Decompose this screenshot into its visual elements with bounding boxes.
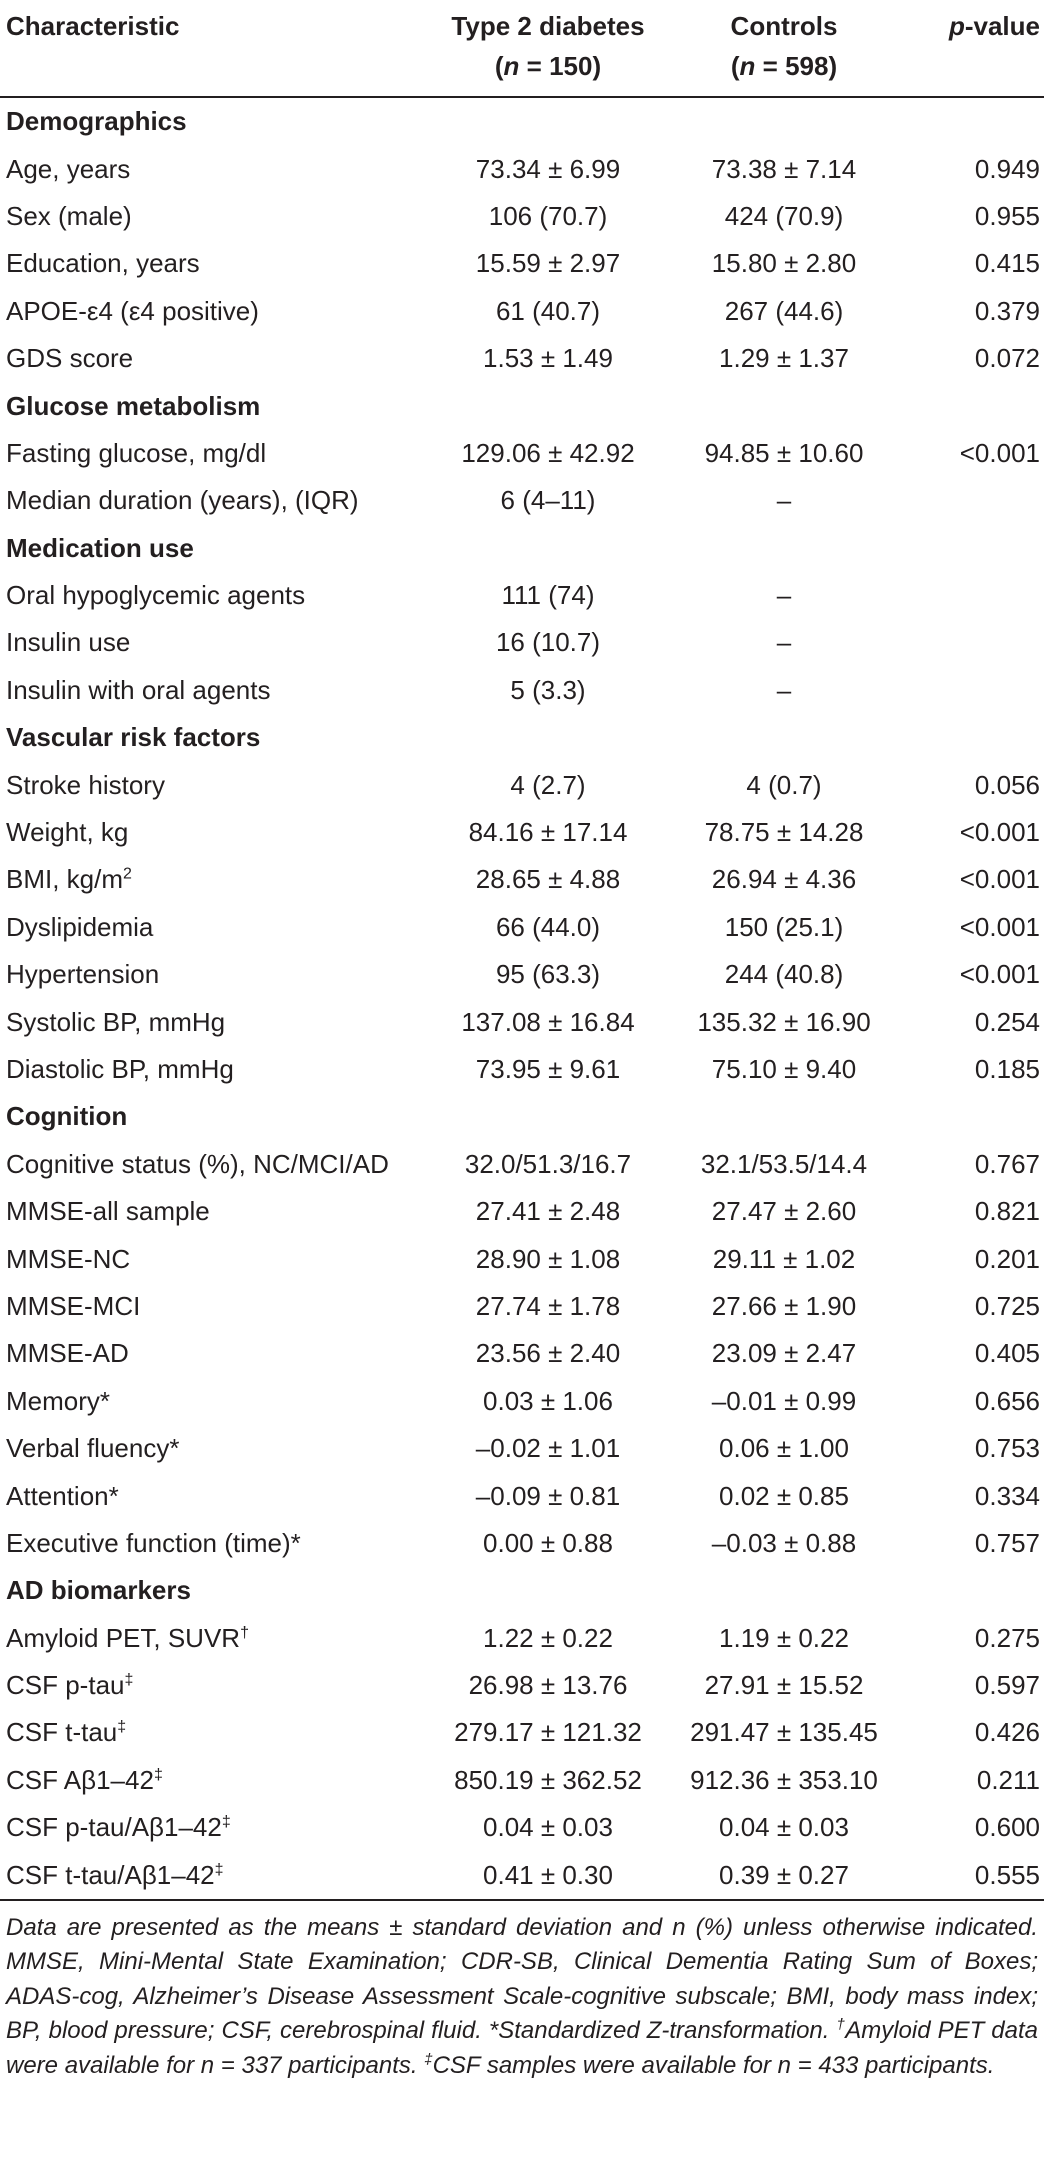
row-label-text: Stroke history <box>6 769 165 800</box>
row-label <box>0 477 430 524</box>
cell-controls: – <box>776 627 792 658</box>
row-label <box>0 619 430 666</box>
table-row <box>0 1804 1044 1851</box>
footnote-double-dagger: ‡ <box>424 2050 433 2068</box>
cell-type2-diabetes: 15.59 ± 2.97 <box>475 248 621 279</box>
table-row <box>0 1378 1044 1425</box>
cell-pvalue: 0.600 <box>974 1812 1040 1843</box>
table-row <box>0 477 1044 524</box>
table-row <box>0 1472 1044 1519</box>
row-label-text: Oral hypoglycemic agents <box>6 580 306 611</box>
row-label-text: CSF t-tau <box>6 1717 118 1748</box>
cell-controls: – <box>776 485 792 516</box>
cell-type2-diabetes: 26.98 ± 13.76 <box>468 1670 628 1701</box>
cell-type2-diabetes: 27.74 ± 1.78 <box>475 1290 621 1321</box>
row-label-text: CSF t-tau/Aβ1–42 <box>6 1859 215 1890</box>
row-label <box>0 1046 430 1093</box>
cell-pvalue: 0.597 <box>974 1670 1040 1701</box>
cell-type2-diabetes: 27.41 ± 2.48 <box>475 1196 621 1227</box>
section-row <box>0 525 1044 572</box>
cell-pvalue: 0.254 <box>974 1006 1040 1037</box>
header-characteristic: Characteristic <box>6 11 180 41</box>
cell-type2-diabetes: 84.16 ± 17.14 <box>468 817 628 848</box>
cell-pvalue: 0.072 <box>974 343 1040 374</box>
n-count: = 150) <box>519 51 602 81</box>
table-row <box>0 1235 1044 1282</box>
cell-pvalue: 0.185 <box>974 1054 1040 1084</box>
section-row <box>0 97 1044 145</box>
row-label <box>0 761 430 808</box>
row-label <box>0 856 430 903</box>
n-variable: n <box>739 51 756 81</box>
cell-controls: –0.01 ± 0.99 <box>711 1385 857 1416</box>
cell-type2-diabetes: 279.17 ± 121.32 <box>454 1717 642 1748</box>
cell-pvalue: 0.555 <box>902 1851 1044 1899</box>
cell-pvalue: 0.426 <box>974 1717 1040 1748</box>
cell-type2-diabetes: 28.90 ± 1.08 <box>475 1243 621 1274</box>
row-label-superscript: ‡ <box>124 1671 134 1689</box>
cell-pvalue: 0.379 <box>974 295 1040 326</box>
table-row <box>0 1330 1044 1377</box>
cell-controls: –0.03 ± 0.88 <box>711 1527 857 1558</box>
cell-controls: 4 (0.7) <box>746 769 822 800</box>
header-row <box>0 0 1044 97</box>
row-label <box>0 904 430 951</box>
row-label-text: Sex (male) <box>6 200 132 231</box>
table-row <box>0 240 1044 287</box>
row-label <box>0 1804 430 1851</box>
cell-controls: 27.66 ± 1.90 <box>711 1290 857 1321</box>
row-label <box>0 998 430 1045</box>
cell-type2-diabetes: 0.00 ± 0.88 <box>483 1527 613 1558</box>
cell-type2-diabetes: 32.0/51.3/16.7 <box>464 1148 632 1179</box>
table-body <box>0 97 1044 1900</box>
table-row <box>0 335 1044 382</box>
row-label <box>0 1709 430 1756</box>
table-row <box>0 856 1044 903</box>
section-heading: Glucose metabolism <box>6 390 261 421</box>
cell-pvalue: 0.821 <box>974 1196 1040 1227</box>
section-heading: Demographics <box>6 106 187 137</box>
row-label-text: Systolic BP, mmHg <box>6 1006 226 1037</box>
row-label-text: MMSE-MCI <box>6 1290 141 1321</box>
table-row <box>0 430 1044 477</box>
row-label-text: CSF Aβ1–42 <box>6 1764 154 1795</box>
cell-pvalue: 0.767 <box>974 1148 1040 1179</box>
cell-type2-diabetes: 73.34 ± 6.99 <box>475 153 621 184</box>
n-variable: n <box>503 51 520 81</box>
section-row <box>0 714 1044 761</box>
row-label-text: Weight, kg <box>6 817 129 848</box>
section-row <box>0 382 1044 429</box>
cell-pvalue: <0.001 <box>959 911 1040 942</box>
paren-open: ( <box>730 51 740 81</box>
row-label <box>0 1851 430 1899</box>
row-label-text: Memory* <box>6 1385 111 1416</box>
row-label <box>0 1662 430 1709</box>
row-label-superscript: ‡ <box>117 1718 127 1736</box>
table-row <box>0 1188 1044 1235</box>
row-label <box>0 1757 430 1804</box>
cell-type2-diabetes: 66 (44.0) <box>495 911 601 942</box>
header-controls-name: Controls <box>730 11 838 41</box>
table-row <box>0 1851 1044 1899</box>
header-type2-diabetes <box>430 0 666 97</box>
table-row <box>0 809 1044 856</box>
cell-pvalue: 0.753 <box>974 1433 1040 1464</box>
cell-type2-diabetes: 5 (3.3) <box>510 674 586 705</box>
section-heading: Vascular risk factors <box>6 722 261 753</box>
cell-pvalue: 0.275 <box>974 1622 1040 1653</box>
header-pvalue <box>902 0 1044 97</box>
table-header <box>0 0 1044 97</box>
cell-pvalue <box>902 572 1044 619</box>
row-label-text: Hypertension <box>6 959 160 990</box>
row-label-superscript: † <box>240 1624 249 1642</box>
cell-controls: – <box>776 580 792 611</box>
row-label-text: APOE-ε4 (ε4 positive) <box>6 295 259 326</box>
paren-open: ( <box>494 51 504 81</box>
cell-controls: 27.91 ± 15.52 <box>704 1670 864 1701</box>
cell-pvalue: 0.656 <box>974 1385 1040 1416</box>
row-label-text: MMSE-AD <box>6 1338 129 1369</box>
row-label <box>0 809 430 856</box>
row-label-text: Amyloid PET, SUVR <box>6 1622 241 1653</box>
cell-type2-diabetes: 61 (40.7) <box>495 295 601 326</box>
cell-type2-diabetes: 95 (63.3) <box>495 959 601 990</box>
footnote-dagger: † <box>836 2016 846 2034</box>
cell-pvalue: 0.405 <box>974 1338 1040 1369</box>
table-row <box>0 1615 1044 1662</box>
header-type2-diabetes-name: Type 2 diabetes <box>451 11 645 41</box>
row-label-text: Education, years <box>6 248 200 279</box>
cell-type2-diabetes: 6 (4–11) <box>500 485 596 516</box>
cell-type2-diabetes: 0.03 ± 1.06 <box>483 1385 613 1416</box>
cell-type2-diabetes: 16 (10.7) <box>495 627 601 658</box>
cell-controls: – <box>776 674 792 705</box>
cell-controls: 1.19 ± 0.22 <box>719 1622 849 1653</box>
table-row <box>0 1757 1044 1804</box>
row-label <box>0 1141 430 1188</box>
section-row <box>0 1093 1044 1140</box>
cell-pvalue: <0.001 <box>959 817 1040 848</box>
cell-controls: 15.80 ± 2.80 <box>711 248 857 279</box>
row-label-text: Cognitive status (%), NC/MCI/AD <box>6 1148 389 1179</box>
table-row <box>0 667 1044 714</box>
table-row <box>0 904 1044 951</box>
footnote-text-3: CSF samples were available for n = 433 participants. <box>432 2051 995 2079</box>
cell-pvalue: 0.949 <box>974 153 1040 184</box>
row-label <box>0 1378 430 1425</box>
table-row <box>0 1046 1044 1093</box>
table-row <box>0 1662 1044 1709</box>
cell-type2-diabetes: 850.19 ± 362.52 <box>454 1764 642 1795</box>
cell-controls: 27.47 ± 2.60 <box>711 1196 857 1227</box>
footnote-text-1: Data are presented as the means ± standard deviation and n (%) unless otherwise indicated. MMSE, Mini-Mental State Examination; CDR-SB, Clinical Dementia Rating Sum of Boxes; ADAS-cog, Alzheimer’s Disease Assessment Scale-cognitive subscale; BMI, body mass index; BP, blood pressure; CSF, cerebrospinal fluid. *Standardized Z-transformation. <box>6 1913 1038 2045</box>
table-row <box>0 1283 1044 1330</box>
row-label <box>0 240 430 287</box>
cell-type2-diabetes: 111 (74) <box>501 580 595 611</box>
cell-controls: 78.75 ± 14.28 <box>704 817 864 848</box>
cell-controls: 135.32 ± 16.90 <box>697 1006 871 1037</box>
cell-controls: 150 (25.1) <box>724 911 844 942</box>
cell-controls: 94.85 ± 10.60 <box>704 437 864 468</box>
row-label <box>0 1283 430 1330</box>
table-row <box>0 1709 1044 1756</box>
row-label <box>0 1615 430 1662</box>
row-label-text: Verbal fluency* <box>6 1433 180 1464</box>
row-label-text: Attention* <box>6 1480 119 1511</box>
row-label <box>0 288 430 335</box>
table-footnote <box>0 1901 1044 2084</box>
cell-controls: 75.10 ± 9.40 <box>711 1054 857 1084</box>
cell-type2-diabetes: –0.02 ± 1.01 <box>475 1433 621 1464</box>
cell-type2-diabetes: 23.56 ± 2.40 <box>475 1338 621 1369</box>
cell-controls: 73.38 ± 7.14 <box>711 153 857 184</box>
cell-controls: 0.06 ± 1.00 <box>719 1433 849 1464</box>
cell-controls: 29.11 ± 1.02 <box>712 1243 856 1274</box>
cell-type2-diabetes: 1.22 ± 0.22 <box>483 1622 613 1653</box>
cell-controls: 244 (40.8) <box>724 959 844 990</box>
row-label <box>0 145 430 192</box>
cell-type2-diabetes: 28.65 ± 4.88 <box>475 864 621 895</box>
cell-pvalue: 0.211 <box>976 1764 1040 1795</box>
cell-pvalue: 0.415 <box>974 248 1040 279</box>
cell-pvalue: 0.334 <box>974 1480 1040 1511</box>
table-row <box>0 1141 1044 1188</box>
row-label-text: GDS score <box>6 343 134 374</box>
table-row <box>0 951 1044 998</box>
row-label-superscript: ‡ <box>214 1860 224 1878</box>
section-row <box>0 1567 1044 1614</box>
row-label-text: Diastolic BP, mmHg <box>6 1054 234 1084</box>
row-label-text: CSF p-tau <box>6 1670 125 1701</box>
row-label <box>0 1472 430 1519</box>
cell-controls: 26.94 ± 4.36 <box>711 864 857 895</box>
cell-type2-diabetes: 4 (2.7) <box>510 769 586 800</box>
row-label-text: Executive function (time)* <box>6 1527 301 1558</box>
table-row <box>0 572 1044 619</box>
row-label-superscript: 2 <box>123 865 132 883</box>
row-label <box>0 193 430 240</box>
cell-controls: 291.47 ± 135.45 <box>690 1717 878 1748</box>
cell-pvalue: 0.757 <box>974 1527 1040 1558</box>
row-label <box>0 1235 430 1282</box>
row-label-superscript: ‡ <box>153 1766 163 1784</box>
p-variable: p <box>948 11 965 41</box>
header-controls-n <box>731 51 837 81</box>
row-label <box>0 1188 430 1235</box>
section-heading: Cognition <box>6 1101 128 1132</box>
cell-controls: 912.36 ± 353.10 <box>690 1764 878 1795</box>
cell-controls: 23.09 ± 2.47 <box>711 1338 857 1369</box>
cell-type2-diabetes: 73.95 ± 9.61 <box>475 1054 621 1084</box>
row-label-text: BMI, kg/m <box>6 864 124 895</box>
cell-controls: 267 (44.6) <box>724 295 844 326</box>
cell-type2-diabetes: 0.04 ± 0.03 <box>483 1812 613 1843</box>
row-label <box>0 667 430 714</box>
table-row <box>0 619 1044 666</box>
table-row <box>0 193 1044 240</box>
cell-pvalue: <0.001 <box>959 437 1040 468</box>
row-label-text: Dyslipidemia <box>6 911 154 942</box>
cell-controls: 0.04 ± 0.03 <box>719 1812 849 1843</box>
cell-pvalue: 0.056 <box>974 769 1040 800</box>
section-heading: AD biomarkers <box>6 1575 191 1606</box>
cell-controls: 0.39 ± 0.27 <box>666 1851 902 1899</box>
cell-type2-diabetes: 129.06 ± 42.92 <box>461 437 635 468</box>
cell-controls: 1.29 ± 1.37 <box>719 343 849 374</box>
table-row <box>0 288 1044 335</box>
cell-pvalue: <0.001 <box>959 959 1040 990</box>
row-label-text: Insulin use <box>6 627 131 658</box>
row-label <box>0 1425 430 1472</box>
table-row <box>0 145 1044 192</box>
cell-type2-diabetes: 137.08 ± 16.84 <box>461 1006 635 1037</box>
cell-pvalue: <0.001 <box>959 864 1040 895</box>
cell-controls: 32.1/53.5/14.4 <box>700 1148 868 1179</box>
row-label-superscript: ‡ <box>221 1813 231 1831</box>
cell-pvalue <box>902 477 1044 524</box>
cell-pvalue: 0.955 <box>974 200 1040 231</box>
cell-type2-diabetes: 1.53 ± 1.49 <box>483 343 613 374</box>
row-label-text: Median duration (years), (IQR) <box>6 485 359 516</box>
footnote-text-2: Amyloid PET data were available for n = 337 participants. <box>6 2017 1038 2079</box>
table-row <box>0 998 1044 1045</box>
table-row <box>0 761 1044 808</box>
row-label-text: Insulin with oral agents <box>6 674 271 705</box>
cell-controls: 0.02 ± 0.85 <box>719 1480 849 1511</box>
section-heading: Medication use <box>6 532 194 563</box>
row-label <box>0 335 430 382</box>
cell-type2-diabetes: 0.41 ± 0.30 <box>430 1851 666 1899</box>
cell-pvalue: 0.725 <box>974 1290 1040 1321</box>
table-row <box>0 1425 1044 1472</box>
row-label-text: Fasting glucose, mg/dl <box>6 437 267 468</box>
table-row <box>0 1520 1044 1567</box>
cell-pvalue <box>902 667 1044 714</box>
row-label <box>0 430 430 477</box>
cell-type2-diabetes: 106 (70.7) <box>488 200 608 231</box>
cell-type2-diabetes: –0.09 ± 0.81 <box>475 1480 621 1511</box>
pvalue-suffix: -value <box>964 11 1040 41</box>
header-controls <box>666 0 902 97</box>
row-label <box>0 572 430 619</box>
cell-pvalue <box>902 619 1044 666</box>
row-label <box>0 1520 430 1567</box>
n-count: = 598) <box>755 51 838 81</box>
row-label <box>0 951 430 998</box>
row-label-text: Age, years <box>6 153 131 184</box>
row-label <box>0 1330 430 1377</box>
cell-pvalue: 0.201 <box>974 1243 1040 1274</box>
row-label-text: CSF p-tau/Aβ1–42 <box>6 1812 222 1843</box>
header-type2-diabetes-n <box>495 51 601 81</box>
row-label-text: MMSE-all sample <box>6 1196 210 1227</box>
row-label-text: MMSE-NC <box>6 1243 131 1274</box>
cell-controls: 424 (70.9) <box>724 200 844 231</box>
